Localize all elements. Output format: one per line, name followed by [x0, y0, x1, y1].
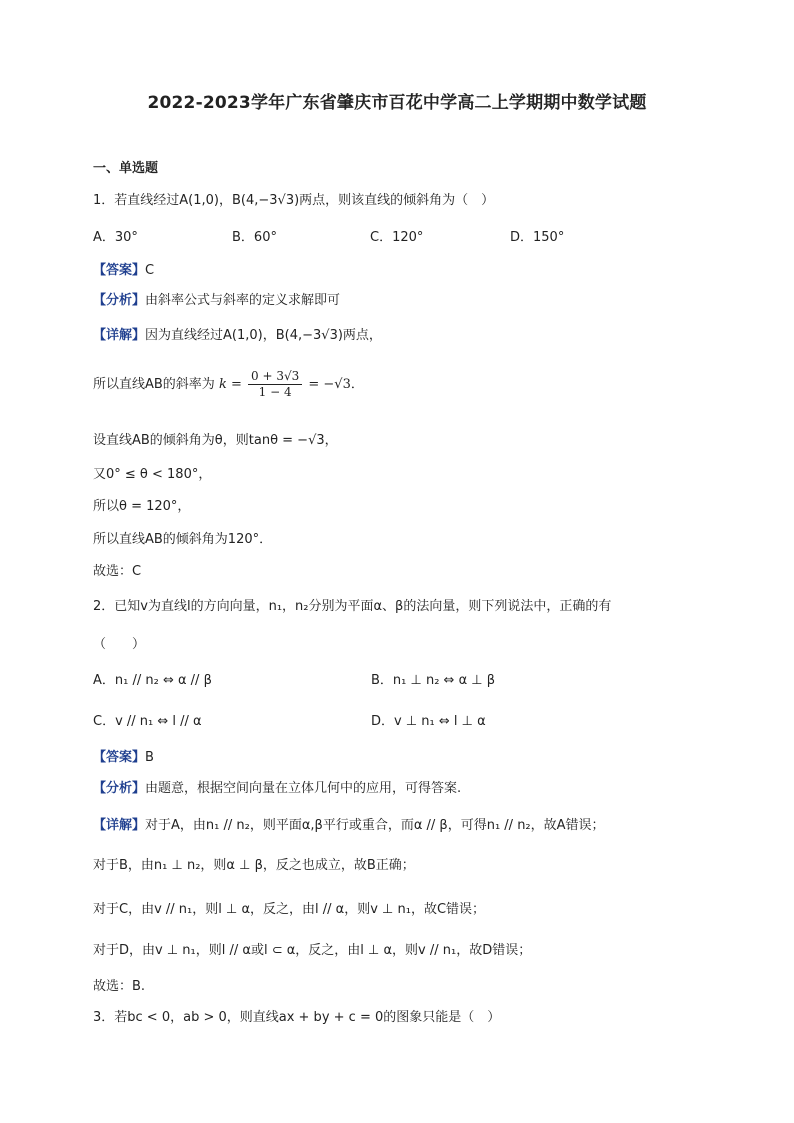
q2-stem-brackets: （ ） — [93, 637, 146, 652]
q1-detail-line-2: 设直线AB的倾斜角为θ，则tanθ = −√3， — [93, 433, 338, 448]
q1-slope-line — [93, 369, 364, 400]
answer-value: B — [145, 750, 154, 765]
q1-detail-line-3: 又0° ≤ θ < 180°， — [93, 467, 212, 482]
section-heading: 一、单选题 — [93, 161, 159, 176]
detail-text: 因为直线经过A(1,0)，B(4,−3√3)两点， — [145, 328, 382, 343]
answer-value: C — [145, 263, 155, 278]
fraction-denominator: 1 − 4 — [258, 385, 292, 399]
analysis-text: 由斜率公式与斜率的定义求解即可 — [145, 293, 341, 308]
fraction-numerator: 0 + 3√3 — [248, 369, 302, 385]
q2-answer — [93, 749, 154, 767]
detail-tag: 【详解】 — [93, 328, 146, 343]
q1-option-c: C．120° — [370, 230, 424, 245]
q2-detail-c: 对于C，由v // n₁，则l ⊥ α，反之，由l // α，则v ⊥ n₁，故C错误； — [93, 902, 486, 917]
q1-answer — [93, 262, 154, 280]
q1-option-b: B．60° — [232, 230, 277, 245]
detail-text: 对于A，由n₁ // n₂，则平面α,β平行或重合，而α // β，可得n₁ // n₂，故A错误； — [145, 818, 605, 833]
q2-analysis — [93, 780, 461, 798]
slope-result: = −√3． — [308, 377, 364, 392]
analysis-tag: 【分析】 — [93, 781, 146, 796]
q2-detail-d: 对于D，由v ⊥ n₁，则l // α或l ⊂ α，反之，由l ⊥ α，则v // n₁，故D错误； — [93, 943, 532, 958]
slope-fraction — [248, 369, 302, 400]
q1-choice: 故选：C — [93, 564, 142, 579]
detail-tag: 【详解】 — [93, 818, 146, 833]
q1-stem: 1．若直线经过A(1,0)，B(4,−3√3)两点，则该直线的倾斜角为（ ） — [93, 193, 495, 208]
q2-option-a: A．n₁ // n₂ ⇔ α // β — [93, 673, 212, 688]
q1-option-d: D．150° — [510, 230, 565, 245]
answer-tag: 【答案】 — [93, 263, 146, 278]
slope-k: k = — [218, 377, 242, 392]
q1-detail-line-5: 所以直线AB的倾斜角为120°． — [93, 532, 273, 547]
analysis-tag: 【分析】 — [93, 293, 146, 308]
q2-option-d: D．v ⊥ n₁ ⇔ l ⊥ α — [371, 714, 486, 729]
q2-detail-b: 对于B，由n₁ ⊥ n₂，则α ⊥ β，反之也成立，故B正确； — [93, 858, 415, 873]
q1-detail-line-4: 所以θ = 120°， — [93, 499, 191, 514]
q2-option-c: C．v // n₁ ⇔ l // α — [93, 714, 202, 729]
analysis-text: 由题意，根据空间向量在立体几何中的应用，可得答案. — [145, 781, 462, 796]
q2-stem: 2．已知v为直线l的方向向量，n₁，n₂分别为平面α、β的法向量，则下列说法中，正确的有 — [93, 599, 612, 614]
q1-analysis — [93, 292, 340, 310]
q1-option-a: A．30° — [93, 230, 138, 245]
answer-tag: 【答案】 — [93, 750, 146, 765]
q2-choice: 故选：B. — [93, 979, 146, 994]
page-title: 2022-2023学年广东省肇庆市百花中学高二上学期期中数学试题 — [147, 93, 647, 113]
q3-stem: 3．若bc < 0，ab > 0，则直线ax + by + c = 0的图象只能是（ ） — [93, 1010, 501, 1025]
q2-detail — [93, 817, 605, 835]
slope-prefix: 所以直线AB的斜率为 — [93, 377, 215, 392]
q2-option-b: B．n₁ ⊥ n₂ ⇔ α ⊥ β — [371, 673, 496, 688]
q1-detail — [93, 327, 382, 345]
